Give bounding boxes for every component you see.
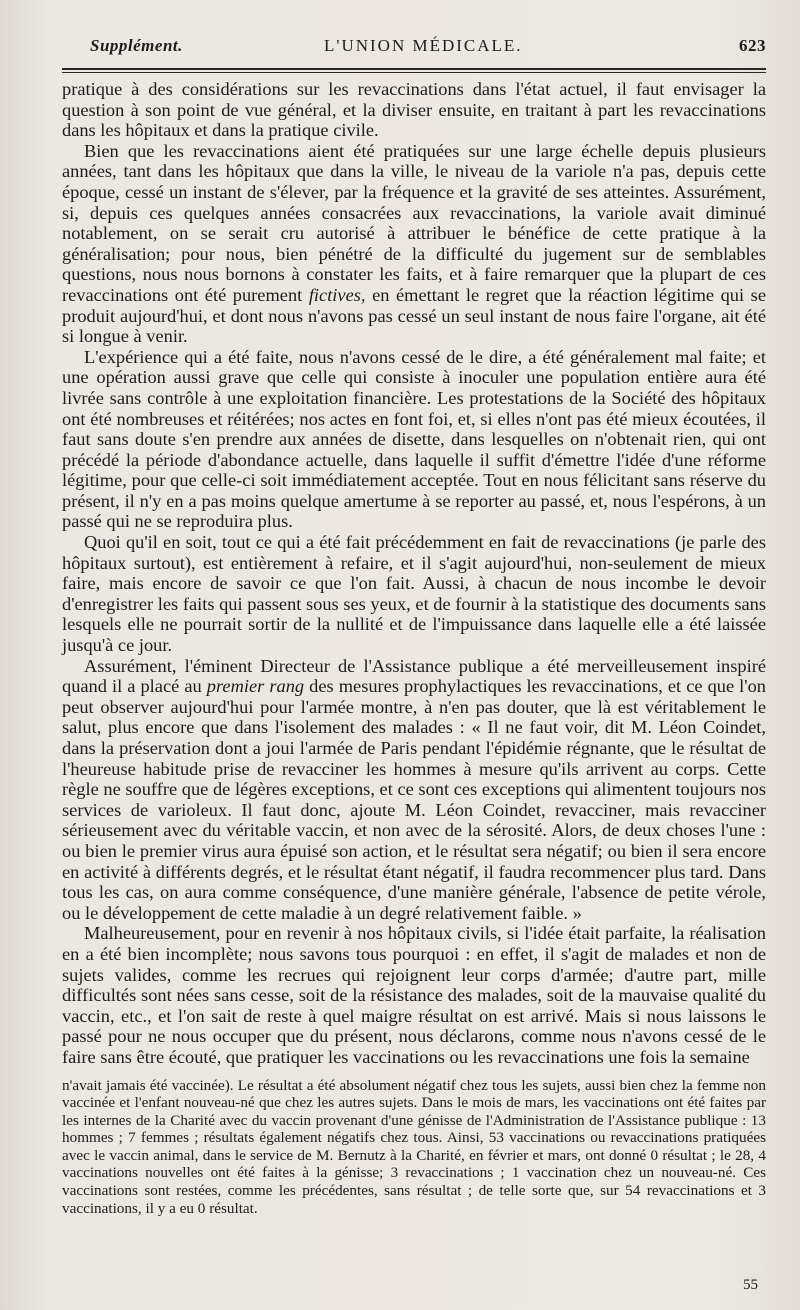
paragraph-1: pratique à des considérations sur les revaccinations dans l'état actuel, il faut envisager la question à son point de vue général, et la diviser ensuite, en traitant à part les revaccinations dans les hôpitaux et dans la pratique civile. [62, 79, 766, 141]
paragraph-5 [62, 656, 766, 924]
page-number: 623 [739, 36, 766, 55]
journal-title: L'UNION MÉDICALE. [324, 36, 523, 55]
paragraph-2 [62, 141, 766, 347]
paragraph-2-emphasis: fictives, [308, 284, 366, 305]
footnote [62, 1077, 766, 1218]
paragraph-2-text-a: Bien que les revaccinations aient été pratiquées sur une large échelle depuis plusieurs années, tant dans les hôpitaux que dans la ville, le niveau de la variole n'a pas, depuis cette époque, cessé un instant de s'élever, par la fréquence et la gravité de ses atteintes. Assurément, si, depuis ces quelques années consacrées aux revaccinations, la variole avait diminué notablement, on se serait cru autorisé à attribuer le bénéfice de cette pratique à la généralisation; pour nous, bien pénétré de la difficulté du jugement sur de semblables questions, nous nous bornons à constater les faits, et à faire remarquer que la plupart de ces revaccinations ont été purement [62, 140, 766, 305]
article-body [62, 79, 766, 1068]
footnote-text: n'avait jamais été vaccinée). Le résultat a été absolument négatif chez tous les sujets, aussi bien chez la femme non vaccinée et l'enfant nouveau-né que chez les autres sujets. Dans le mois de mars, les vaccinations ont été faites par les internes de la Charité avec du vaccin provenant d'une génisse de l'Administration de l'Assistance publique : 13 hommes ; 7 femmes ; résultats également négatifs chez tous. Ainsi, 53 vaccinations ou revaccinations pratiquées avec le vaccin animal, dans le service de M. Bernutz à la Charité, en février et mars, ont donné 0 résultat ; le 28, 4 vaccinations nouvelles ont été faites à la génisse; 3 revaccinations ; 1 vaccination chez un nouveau-né. Ces vaccinations sont restées, comme les précédentes, sans résultat ; de telle sorte que, sur 54 revaccinations et 3 vaccinations, il y a eu 0 résultat. [62, 1076, 766, 1217]
running-header [62, 30, 766, 60]
header-rule-thin [62, 72, 766, 73]
paragraph-4: Quoi qu'il en soit, tout ce qui a été fait précédemment en fait de revaccinations (je parle des hôpitaux surtout), est entièrement à refaire, et il s'agit aujourd'hui, non-seulement de mieux faire, mais encore de savoir ce que l'on fait. Aussi, à chacun de nous incombe le devoir d'enregistrer les faits qui passent sous ses yeux, et de fournir à la statistique des documents sans lesquels elle ne pourrait sortir de la nullité et de l'impuissance dans laquelle elle a été laissée jusqu'à ce jour. [62, 532, 766, 656]
paragraph-5-text-a: Assurément, l'éminent Directeur de l'Assistance publique a été merveilleusement inspiré quand il a placé au [62, 655, 766, 697]
paragraph-2-text-b: en émettant le regret que la réaction légitime qui se produit aujourd'hui, et dont nous n'avons pas cessé un seul instant de nous faire l'organe, ait été si longue à venir. [62, 284, 766, 347]
section-label: Supplément. [90, 36, 183, 55]
signature-mark: 55 [743, 1277, 758, 1293]
paragraph-3: L'expérience qui a été faite, nous n'avons cessé de le dire, a été généralement mal faite; et une opération aussi grave que celle qui consiste à inoculer une population entière aura été livrée sans contrôle à une exploitation financière. Les protestations de la Société des hôpitaux ont été nombreuses et réitérées; nos actes en font foi, et, si elles n'ont pas été mieux écoutées, il faut sans doute s'en prendre aux années de disette, dans lesquelles on n'obtenait rien, qui ont précédé la période d'abondance actuelle, dans laquelle il suffit d'émettre l'idée d'une réforme légitime, pour que celle-ci soit immédiatement acceptée. Tout en nous félicitant sans réserve du présent, il n'y en a pas moins quelque amertume à se reporter au passé, et, nous l'espérons, à un passé qui ne se reproduira plus. [62, 346, 766, 532]
paragraph-5-emphasis: premier rang [206, 676, 305, 697]
paragraph-5-text-b: des mesures prophylactiques les revaccinations, et ce que l'on peut observer aujourd'hui pour l'armée montre, à n'en pas douter, que là est véritablement le salut, plus encore que dans l'isolement des malades : « Il ne faut voir, dit M. Léon Coindet, dans la préservation dont a joui l'armée de Paris pendant l'épidémie régnante, que le résultat de l'heureuse habitude prise de revacciner les hommes à mesure qu'ils arrivent au corps. Cette règle ne souffre que de légères exceptions, et ce sont ces exceptions qui alimentent toujours nos services de varioleux. Il faut donc, ajoute M. Léon Coindet, revacciner, mais revacciner sérieusement avec du véritable vaccin, et non avec de la sérosité. Alors, de deux choses l'une : ou bien le premier virus aura épuisé son action, et le résultat sera négatif; ou bien il sera encore en activité à différents degrés, et le résultat étant négatif, il faudra recommencer plus tard. Dans tous les cas, on aura comme conséquence, d'une manière générale, l'absence de petite vérole, ou le développement de cette maladie à un degré relativement faible. » [62, 676, 766, 923]
paragraph-6: Malheureusement, pour en revenir à nos hôpitaux civils, si l'idée était parfaite, la réalisation en a été bien incomplète; nous savons tous pourquoi : en effet, il s'agit de malades et non de sujets valides, comme les recrues qui rejoignent leur corps d'armée; d'autre part, mille difficultés sont nées sans cesse, soit de la résistance des malades, soit de la mauvaise qualité du vaccin, etc., et l'on sait de reste à quel maigre résultat on est arrivé. Mais si nous laissons le passé pour ne nous occuper que du présent, nous déclarons, comme nous n'avons cessé de le faire sans être écouté, que pratiquer les vaccinations ou les revaccinations une fois la semaine [62, 923, 766, 1067]
header-rule [62, 68, 766, 70]
